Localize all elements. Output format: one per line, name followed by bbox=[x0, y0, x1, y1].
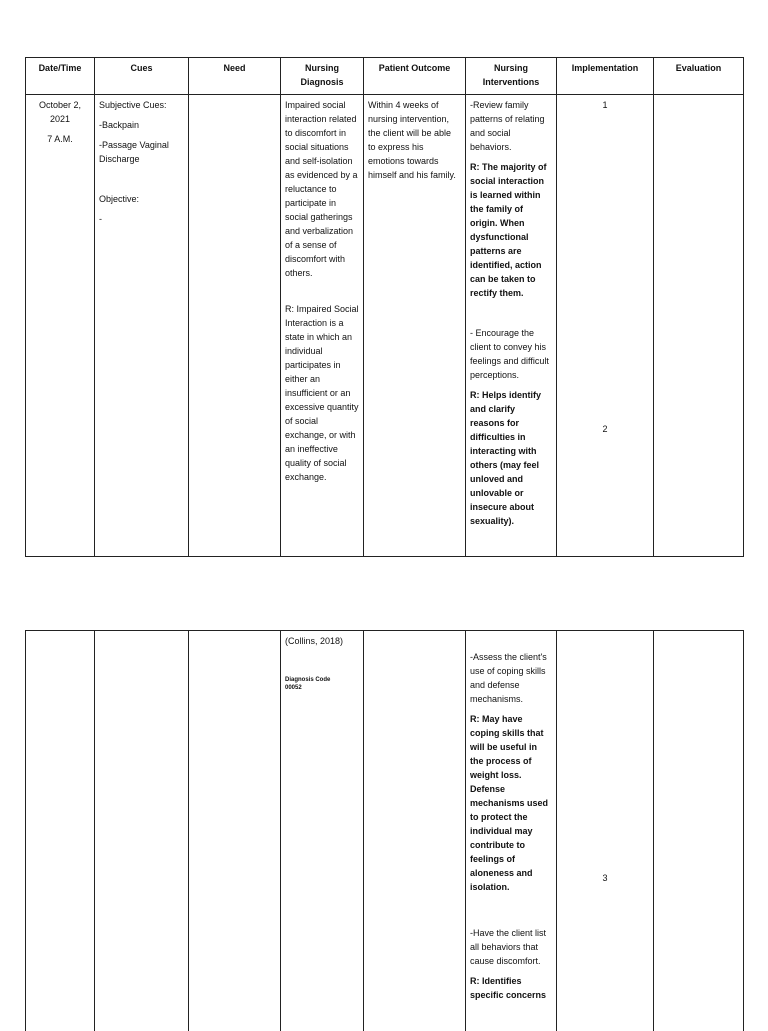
diagnosis-code: 00052 bbox=[285, 685, 302, 691]
implementation-number: 2 bbox=[602, 424, 608, 434]
implementation-cell bbox=[557, 95, 654, 557]
diagnosis-cell bbox=[281, 95, 364, 557]
date-time-cell bbox=[26, 631, 95, 1031]
header-cues: Cues bbox=[95, 58, 189, 95]
intervention-rationale: R: The majority of social interaction is learned within the family of origin. When dysfunctional patterns are identified, action can be taken to rectify them. bbox=[470, 162, 547, 298]
care-plan-table-page2 bbox=[25, 630, 744, 1031]
intervention-action: -Assess the client's use of coping skills and defense mechanisms. bbox=[470, 652, 547, 704]
subjective-label: Subjective Cues: bbox=[99, 100, 167, 110]
objective-cue: - bbox=[99, 214, 102, 224]
care-plan-table-page1 bbox=[25, 57, 744, 557]
intervention-rationale: R: May have coping skills that will be useful in the process of weight loss. Defense mechanisms used to protect the individual may contribute to feelings of aloneness and isolation. bbox=[470, 714, 549, 892]
outcome-cell: Within 4 weeks of nursing intervention, the client will be able to express his emotions towards himself and his family. bbox=[364, 95, 466, 557]
intervention-action: -Review family patterns of relating and social behaviors. bbox=[470, 100, 545, 152]
cues-cell bbox=[95, 631, 189, 1031]
cue-vaginal-discharge: -Passage Vaginal Discharge bbox=[99, 140, 169, 164]
objective-label: Objective: bbox=[99, 194, 140, 204]
cue-backpain: -Backpain bbox=[99, 120, 140, 130]
evaluation-cell bbox=[654, 631, 744, 1031]
diagnosis-text: Impaired social interaction related to discomfort in social situations and self-isolation as evidenced by a reluctance to participate in social gatherings and verbalization of a sense of discomfort with others. bbox=[285, 100, 358, 278]
need-cell bbox=[189, 95, 281, 557]
intervention-action: -Have the client list all behaviors that cause discomfort. bbox=[470, 928, 547, 966]
interventions-cell bbox=[466, 631, 557, 1031]
intervention-action: - Encourage the client to convey his feelings and difficult perceptions. bbox=[470, 328, 549, 380]
header-date-time: Date/Time bbox=[26, 58, 95, 95]
interventions-cell bbox=[466, 95, 557, 557]
implementation-cell bbox=[557, 631, 654, 1031]
citation: (Collins, 2018) bbox=[285, 636, 344, 646]
date-time-cell bbox=[26, 95, 95, 557]
implementation-number: 1 bbox=[602, 100, 608, 110]
need-cell bbox=[189, 631, 281, 1031]
header-need: Need bbox=[189, 58, 281, 95]
table-row bbox=[26, 95, 744, 557]
header-nursing-diagnosis: Nursing Diagnosis bbox=[281, 58, 364, 95]
header-row bbox=[26, 58, 744, 95]
diagnosis-rationale: R: Impaired Social Interaction is a state in which an individual participates in either an insufficient or an excessive quantity of social exchange, or with an ineffective quality of social exchange. bbox=[285, 304, 359, 482]
outcome-cell bbox=[364, 631, 466, 1031]
time-text: 7 A.M. bbox=[47, 134, 73, 144]
intervention-rationale: R: Helps identify and clarify reasons for difficulties in interacting with others (may feel unloved and unlovable or insecure about sexuality). bbox=[470, 390, 542, 526]
header-evaluation: Evaluation bbox=[654, 58, 744, 95]
table-row bbox=[26, 631, 744, 1031]
cues-cell bbox=[95, 95, 189, 557]
intervention-rationale: R: Identifies specific concerns bbox=[470, 976, 547, 1000]
diagnosis-code-label: Diagnosis Code bbox=[285, 677, 331, 683]
diagnosis-cell bbox=[281, 631, 364, 1031]
implementation-number: 3 bbox=[602, 873, 608, 883]
header-patient-outcome: Patient Outcome bbox=[364, 58, 466, 95]
header-implementation: Implementation bbox=[557, 58, 654, 95]
header-nursing-interventions: Nursing Interventions bbox=[466, 58, 557, 95]
date-text: October 2, 2021 bbox=[38, 100, 82, 124]
evaluation-cell bbox=[654, 95, 744, 557]
